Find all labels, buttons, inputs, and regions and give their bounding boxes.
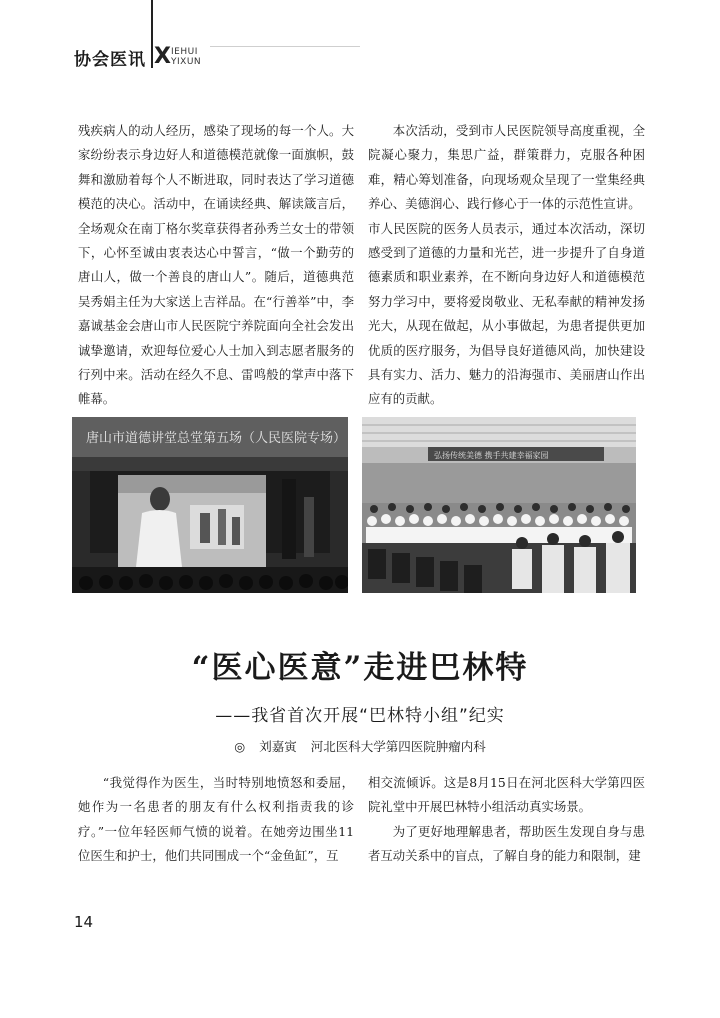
article-byline (0, 737, 720, 755)
page-number: 14 (74, 913, 94, 931)
top-right-column (368, 119, 645, 412)
byline-mark: ◎ (234, 739, 246, 754)
paragraph: “我觉得作为医生，当时特别地愤怒和委屈，她作为一名患者的朋友有什么权利指责我的诊疗。”一位年轻医师气愤的说着。在她旁边围坐11位医生和护士，他们共同围成一个“金鱼缸”，互 (78, 775, 354, 864)
logo-letter: X (154, 44, 171, 69)
header-rule (210, 46, 360, 47)
logo-line-2: YIXUN (171, 57, 202, 67)
article-title: “医心医意”走进巴林特 (191, 650, 529, 686)
logo-line-1: IEHUI (171, 47, 198, 57)
paragraph: 市人民医院的医务人员表示，通过本次活动，深切感受到了道德的力量和光芒，进一步提升了自身道德素质和职业素养，在不断向身边好人和道德模范努力学习中，要将爱岗敬业、无私奉献的精神发扬光大，从现在做起，从小事做起，为患者提供更加优质的医疗服务，为倡导良好道德风尚，加快建设具有实力、活力、魅力的沿海强市、美丽唐山作出应有的贡献。 (368, 220, 645, 407)
article-subtitle: ——我省首次开展“巴林特小组”纪实 (215, 706, 505, 726)
audience-banner-text: 弘扬传统美德 携手共建幸福家园 (434, 451, 549, 460)
stage-banner-text: 唐山市道德讲堂总堂第五场（人民医院专场） (86, 431, 347, 446)
audience-photo (362, 417, 636, 593)
author-affiliation: 河北医科大学第四医院肿瘤内科 (310, 739, 486, 754)
paragraph: 为了更好地理解患者，帮助医生发现自身与患者互动关系中的盲点，了解自身的能力和限制，建 (368, 823, 645, 864)
article-left-column (78, 771, 354, 869)
top-left-column (78, 119, 354, 412)
header-divider (151, 0, 153, 68)
paragraph: 相交流倾诉。这是8月15日在河北医科大学第四医院礼堂中开展巴林特小组活动真实场景。 (368, 775, 645, 815)
stage-photo (72, 417, 348, 593)
paragraph: 残疾病人的动人经历，感染了现场的每一个人。大家纷纷表示身边好人和道德模范就像一面旗帜，鼓舞和激励着每个人不断进取，同时表达了学习道德模范的决心。活动中，在诵读经典、解读箴言后，全场观众在南丁格尔奖章获得者孙秀兰女士的带领下，心怀至诚由衷表达心中誓言，“做一个勤劳的唐山人，做一个善良的唐山人”。随后，道德典范吴秀娟主任为大家送上吉祥品。在“行善举”中，李嘉诚基金会唐山市人民医院宁养院面向全社会发出诚挚邀请，欢迎每位爱心人士加入到志愿者服务的行列中来。活动在经久不息、雷鸣般的掌声中落下帷幕。 (78, 123, 354, 407)
article-right-column (368, 771, 645, 869)
section-title: 协会医讯 (74, 50, 146, 70)
page-header (0, 0, 720, 80)
author-name: 刘嘉寅 (259, 739, 297, 754)
paragraph: 本次活动，受到市人民医院领导高度重视，全院凝心聚力，集思广益，群策群力，克服各种困难，精心筹划准备，向现场观众呈现了一堂集经典养心、美德润心、践行修心于一体的示范性宣讲。 (368, 123, 645, 212)
